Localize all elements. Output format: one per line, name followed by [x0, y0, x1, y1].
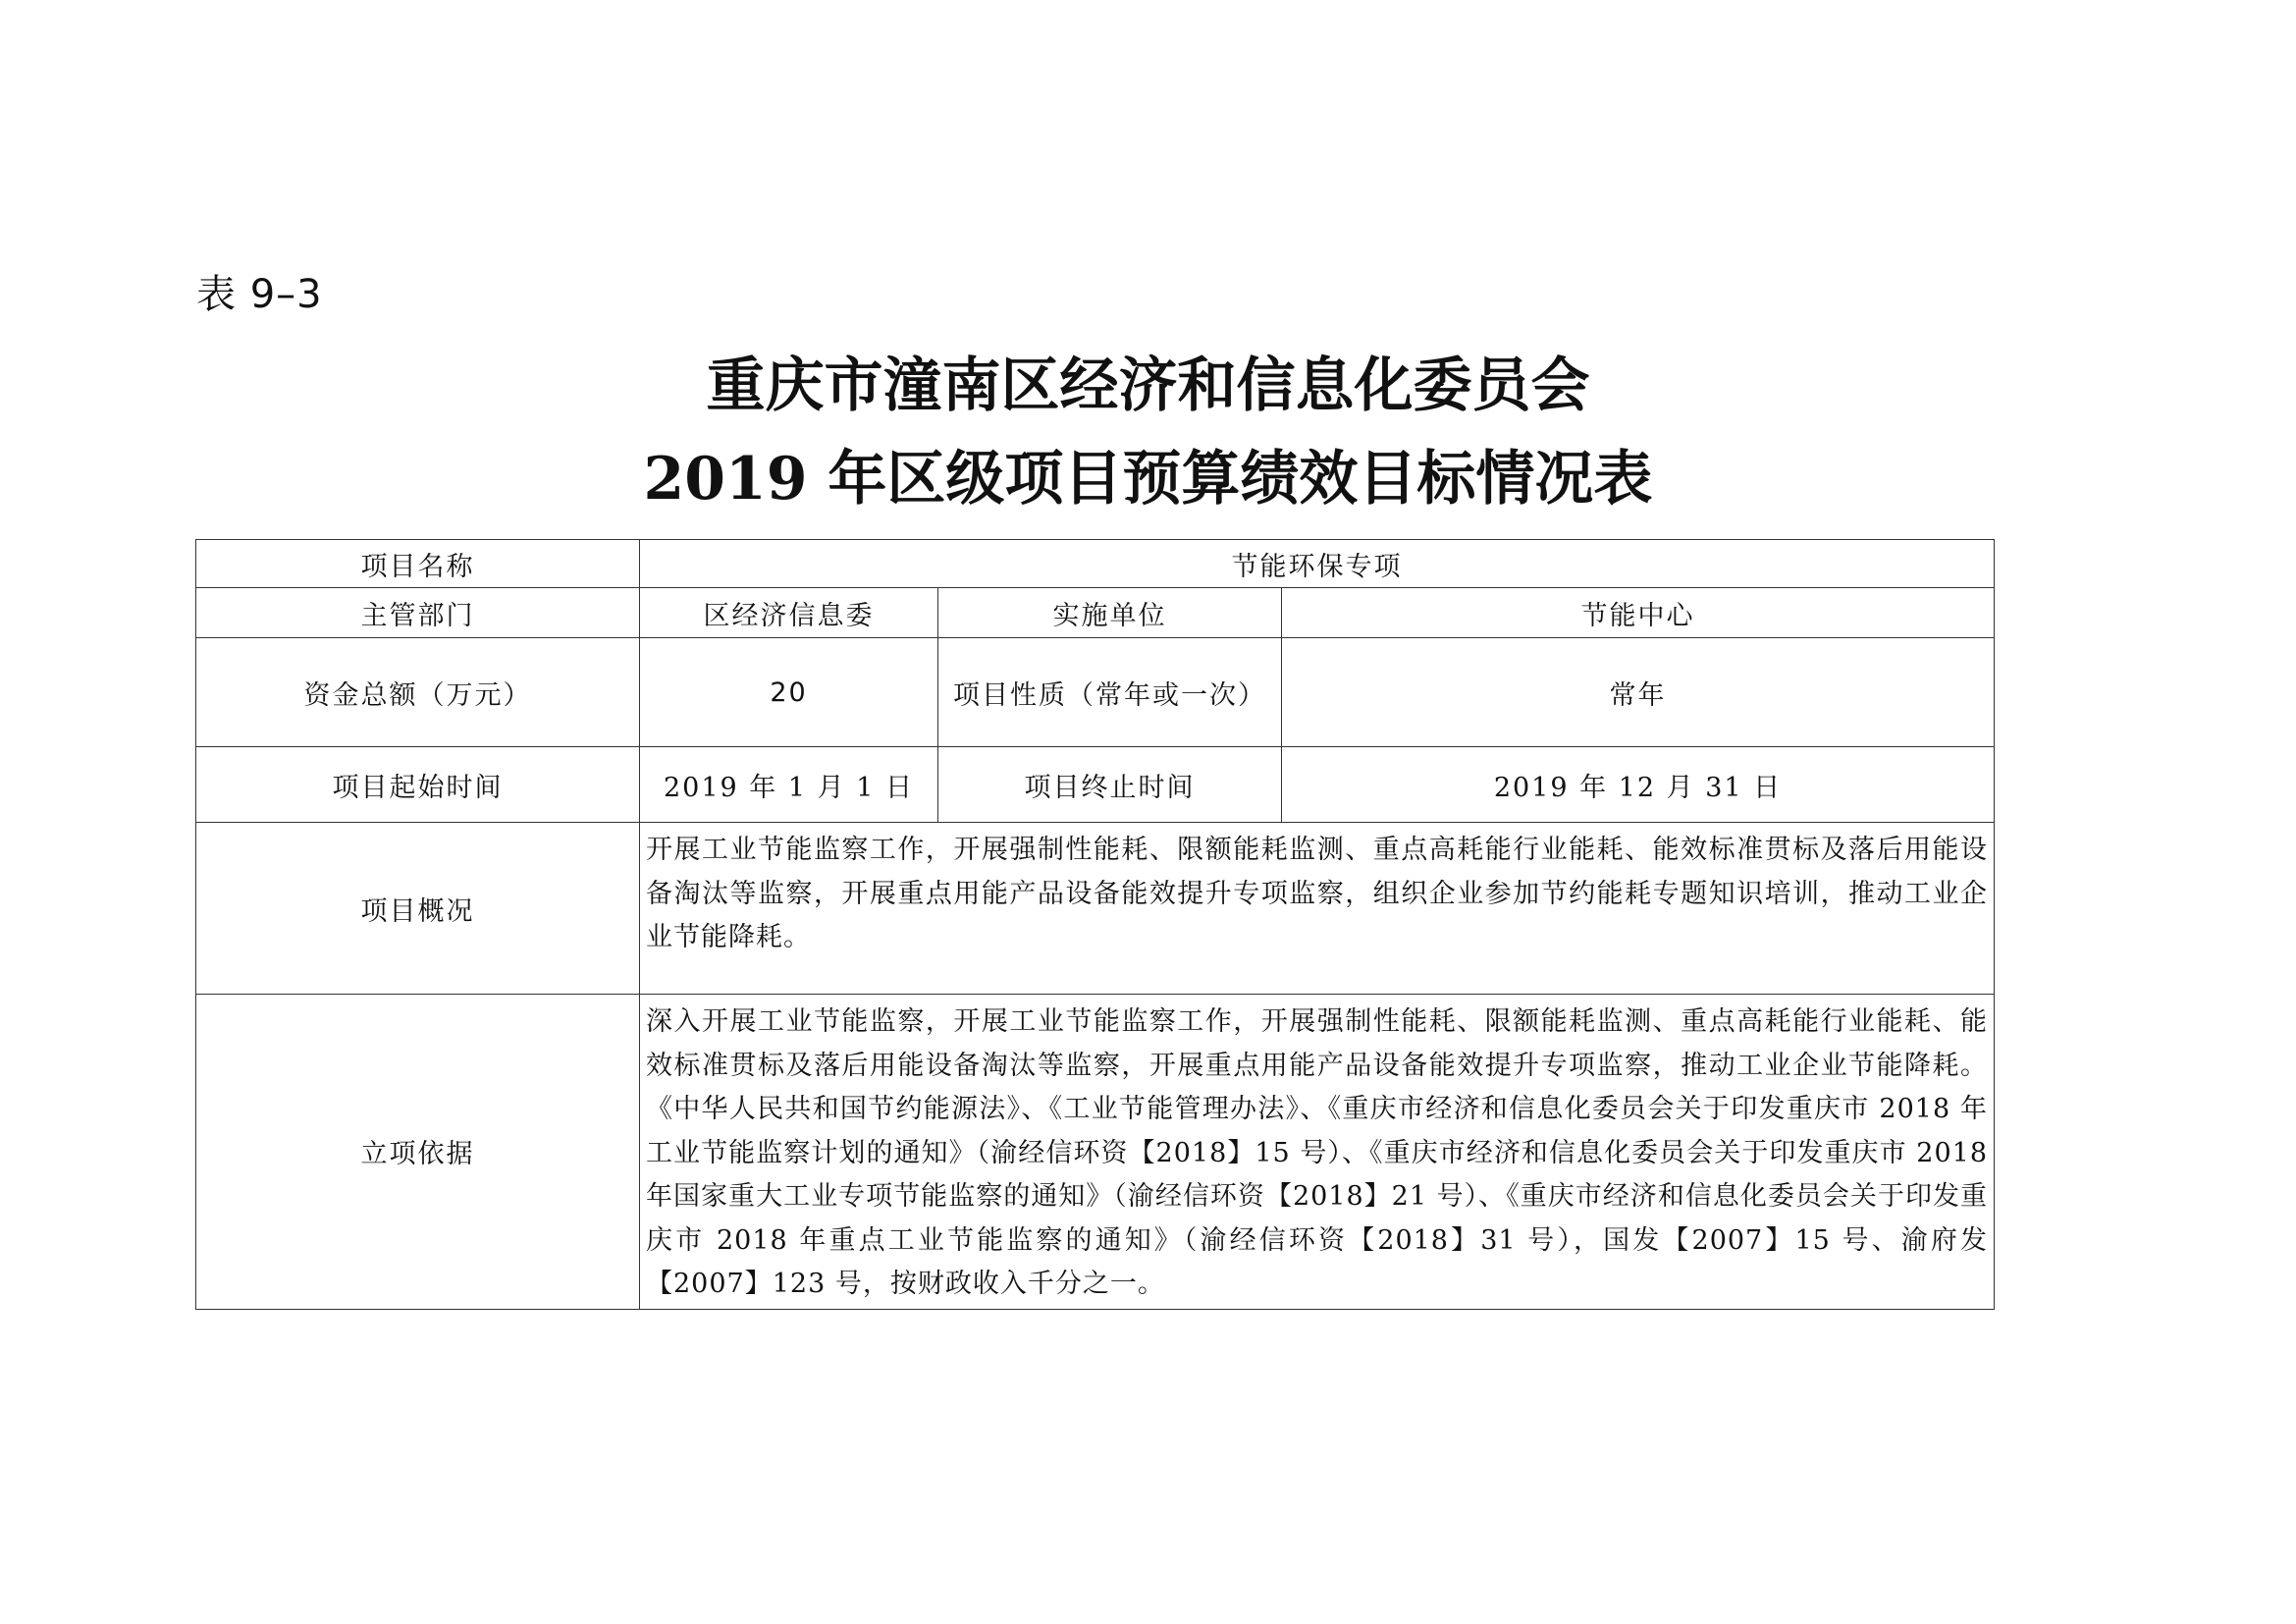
fund-total-label: 资金总额（万元） [196, 638, 640, 747]
table-row [196, 588, 1995, 638]
dept-value: 区经济信息委 [640, 588, 938, 638]
end-time-label: 项目终止时间 [938, 747, 1282, 823]
project-name-value: 节能环保专项 [640, 540, 1995, 588]
table-row [196, 540, 1995, 588]
table-row [196, 638, 1995, 747]
table-number-label: 表 9–3 [196, 272, 323, 317]
nature-value: 常年 [1282, 638, 1995, 747]
document-title-line2: 2019 年区级项目预算绩效目标情况表 [643, 445, 1653, 514]
table-row [196, 823, 1995, 995]
overview-text: 开展工业节能监察工作，开展强制性能耗、限额能耗监测、重点高耗能行业能耗、能效标准贯标及落后用能设备淘汰等监察，开展重点用能产品设备能效提升专项监察，组织企业参加节约能耗专题知识培训，推动工业企业节能降耗。 [640, 823, 1995, 995]
table-row [196, 747, 1995, 823]
start-time-label: 项目起始时间 [196, 747, 640, 823]
impl-unit-label: 实施单位 [938, 588, 1282, 638]
dept-label: 主管部门 [196, 588, 640, 638]
nature-label: 项目性质（常年或一次） [938, 638, 1282, 747]
start-time-value: 2019 年 1 月 1 日 [640, 747, 938, 823]
budget-performance-table [195, 539, 1995, 1310]
overview-label: 项目概况 [196, 823, 640, 995]
end-time-value: 2019 年 12 月 31 日 [1282, 747, 1995, 823]
document-title-line1: 重庆市潼南区经济和信息化委员会 [706, 352, 1590, 420]
table-row [196, 995, 1995, 1310]
impl-unit-value: 节能中心 [1282, 588, 1995, 638]
fund-total-value: 20 [640, 638, 938, 747]
project-name-label: 项目名称 [196, 540, 640, 588]
basis-label: 立项依据 [196, 995, 640, 1310]
basis-text: 深入开展工业节能监察，开展工业节能监察工作，开展强制性能耗、限额能耗监测、重点高耗能行业能耗、能效标准贯标及落后用能设备淘汰等监察，开展重点用能产品设备能效提升专项监察，推动工业企业节能降耗。《中华人民共和国节约能源法》、《工业节能管理办法》、《重庆市经济和信息化委员会关于印发重庆市 2018 年工业节能监察计划的通知》（渝经信环资【2018】15 号）、《重庆市经济和信息化委员会关于印发重庆市 2018 年国家重大工业专项节能监察的通知》（渝经信环资【2018】21 号）、《重庆市经济和信息化委员会关于印发重庆市 2018 年重点工业节能监察的通知》（渝经信环资【2018】31 号），国发【2007】15 号、渝府发【2007】123 号，按财政收入千分之一。 [640, 995, 1995, 1310]
